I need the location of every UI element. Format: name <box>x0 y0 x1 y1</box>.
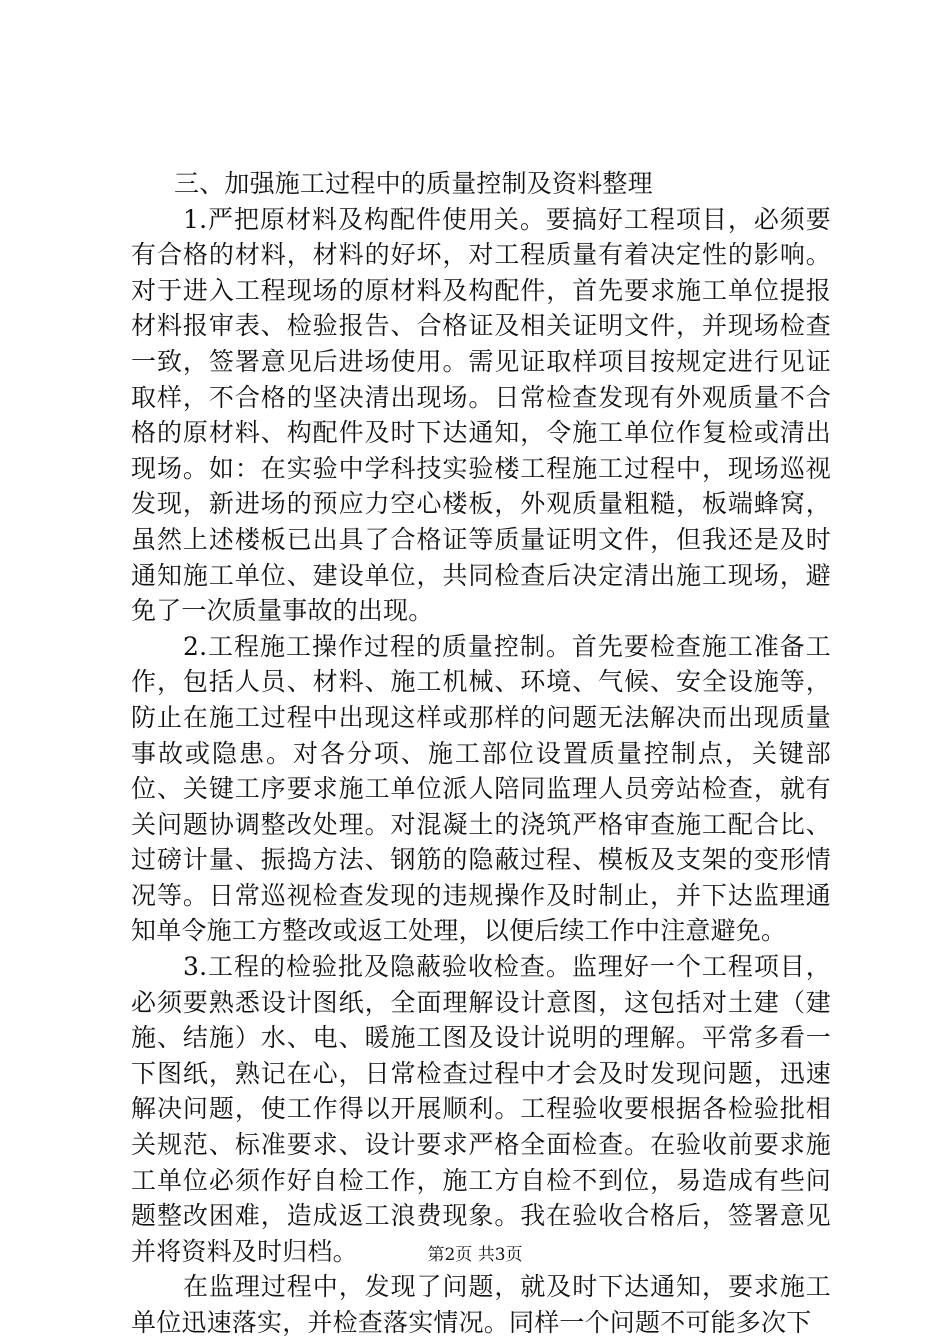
paragraph-3: 3.工程的检验批及隐蔽验收检查。监理好一个工程项目，必须要熟悉设计图纸，全面理解设计意图，这包括对土建（建施、结施）水、电、暖施工图及设计说明的理解。平常多看一下图纸，熟记在心，日常检查过程中才会及时发现问题，迅速解决问题，使工作得以开展顺利。工程验收要根据各检验批相关规范、标准要求、设计要求严格全面检查。在验收前要求施工单位必须作好自检工作，施工方自检不到位，易造成有些问题整改困难，造成返工浪费现象。我在验收合格后，签署意见并将资料及时归档。 <box>131 952 831 1266</box>
document-body <box>131 166 831 1341</box>
paragraph-2: 2.工程施工操作过程的质量控制。首先要检查施工准备工作，包括人员、材料、施工机械、环境、气候、安全设施等，防止在施工过程中出现这样或那样的问题无法解决而出现质量事故或隐患。对各分项、施工部位设置质量控制点，关键部位、关键工序要求施工单位派人陪同监理人员旁站检查，就有关问题协调整改处理。对混凝土的浇筑严格审查施工配合比、过磅计量、振捣方法、钢筋的隐蔽过程、模板及支架的变形情况等。日常巡视检查发现的违规操作及时制止，并下达监理通知单令施工方整改或返工处理，以便后续工作中注意避免。 <box>131 631 831 946</box>
paragraph-4: 在监理过程中，发现了问题，就及时下达通知，要求施工单位迅速落实，并检查落实情况。同样一个问题不可能多次下 <box>131 1272 831 1337</box>
section-heading: 三、加强施工过程中的质量控制及资料整理 <box>174 169 653 198</box>
paragraph-1: 1.严把原材料及构配件使用关。要搞好工程项目，必须要有合格的材料，材料的好坏，对工程质量有着决定性的影响。对于进入工程现场的原材料及构配件，首先要求施工单位提报材料报审表、检验报告、合格证及相关证明文件，并现场检查一致，签署意见后进场使用。需见证取样项目按规定进行见证取样，不合格的坚决清出现场。日常检查发现有外观质量不合格的原材料、构配件及时下达通知，令施工单位作复检或清出现场。如：在实验中学科技实验楼工程施工过程中，现场巡视发现，新进场的预应力空心楼板，外观质量粗糙，板端蜂窝，虽然上述楼板已出具了合格证等质量证明文件，但我还是及时通知施工单位、建设单位，共同检查后决定清出施工现场，避免了一次质量事故的出现。 <box>131 204 831 626</box>
page-number-footer: 第2页 共3页 <box>427 1245 523 1265</box>
